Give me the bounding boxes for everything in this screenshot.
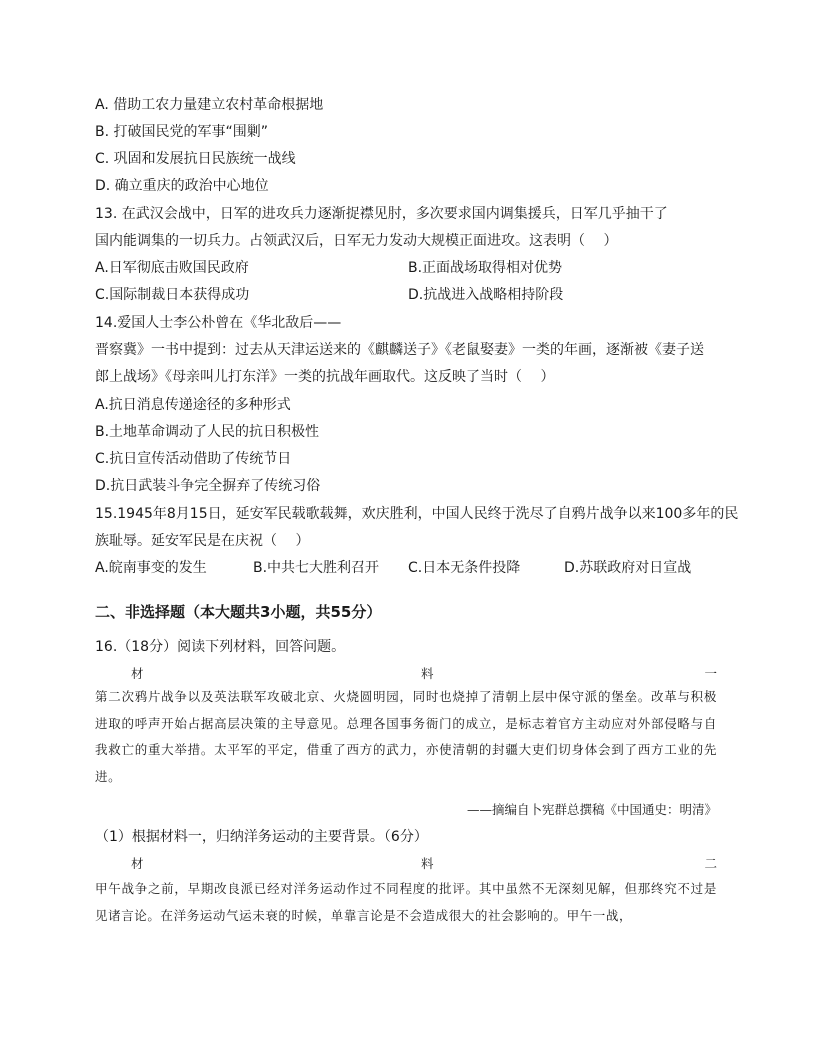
q13-option-d: D.抗战进入战略相持阶段 — [408, 287, 564, 303]
material2-text: 甲午战争之前，早期改良派已经对洋务运动作过不同程度的批评。其中虽然不无深刻见解，但那终究不过是见诸言论。在洋务运动气运未衰的时候，单靠言论是不会造成很大的社会影响的。甲午一战， — [95, 881, 717, 923]
q14-option-a: A.抗日消息传递途径的多种形式 — [95, 397, 291, 413]
q15-option-a: A.皖南事变的发生 — [95, 560, 207, 576]
q14-stem-line3: 郎上战场》《母亲叫儿打东洋》一类的抗战年画取代。这反映了当时（ ） — [95, 369, 555, 385]
q15-stem-line2: 族耻辱。延安军民是在庆祝（ ） — [95, 533, 310, 549]
q12-option-b: B. 打破国民党的军事“围剿” — [95, 124, 269, 140]
material1-heading-char1: 材 — [131, 666, 144, 681]
material1-heading-char2: 料 — [421, 666, 434, 681]
q15-stem-line1: 15.1945年8月15日，延安军民载歌载舞，欢庆胜利，中国人民终于洗尽了自鸦片战争以来100多年的民 — [95, 506, 739, 522]
q14-option-b: B.土地革命调动了人民的抗日积极性 — [95, 424, 320, 440]
q12-option-c: C. 巩固和发展抗日民族统一战线 — [95, 151, 296, 167]
q16-sub1: （1）根据材料一，归纳洋务运动的主要背景。（6分） — [95, 829, 428, 845]
section-heading: 二、非选择题（本大题共3小题，共55分） — [95, 603, 382, 621]
q16-stem: 16.（18分）阅读下列材料，回答问题。 — [95, 639, 346, 655]
material2-heading-char3: 二 — [704, 856, 717, 871]
material1-source: ——摘编自卜宪群总撰稿《中国通史：明清》 — [466, 802, 717, 817]
q15-option-b: B.中共七大胜利召开 — [253, 560, 380, 576]
q14-option-c: C.抗日宣传活动借助了传统节日 — [95, 451, 292, 467]
material2-heading-char1: 材 — [131, 856, 144, 871]
q12-option-d: D. 确立重庆的政治中心地位 — [95, 178, 269, 194]
q14-stem-line1: 14.爱国人士李公朴曾在《华北敌后—— — [95, 315, 342, 331]
q12-option-a: A. 借助工农力量建立农村革命根据地 — [95, 97, 324, 113]
q13-option-a: A.日军彻底击败国民政府 — [95, 260, 249, 276]
q15-option-c: C.日本无条件投降 — [408, 560, 521, 576]
q14-stem-line2: 晋察冀》一书中提到：过去从天津运送来的《麒麟送子》《老鼠娶妻》一类的年画，逐渐被《妻子送 — [95, 342, 704, 358]
material1-text: 第二次鸦片战争以及英法联军攻破北京、火烧圆明园，同时也烧掉了清朝上层中保守派的堡垒。改革与积极进取的呼声开始占据高层决策的主导意见。总理各国事务衙门的成立，是标志着官方主动应对外部侵略与自我救亡的重大举措。太平军的平定，借重了西方的武力，亦使清朝的封疆大吏们切身体会到了西方工业的先进。 — [95, 689, 717, 784]
q14-option-d: D.抗日武装斗争完全摒弃了传统习俗 — [95, 478, 321, 494]
q15-option-d: D.苏联政府对日宣战 — [564, 560, 692, 576]
q13-stem-line2: 国内能调集的一切兵力。占领武汉后，日军无力发动大规模正面进攻。这表明（ ） — [95, 233, 618, 249]
q13-option-b: B.正面战场取得相对优势 — [408, 260, 563, 276]
material2-heading-char2: 料 — [421, 856, 434, 871]
q13-stem-line1: 13. 在武汉会战中，日军的进攻兵力逐渐捉襟见肘，多次要求国内调集援兵，日军几乎抽干了 — [95, 206, 668, 222]
q13-option-c: C.国际制裁日本获得成功 — [95, 287, 250, 303]
material1-heading-char3: 一 — [704, 666, 717, 681]
